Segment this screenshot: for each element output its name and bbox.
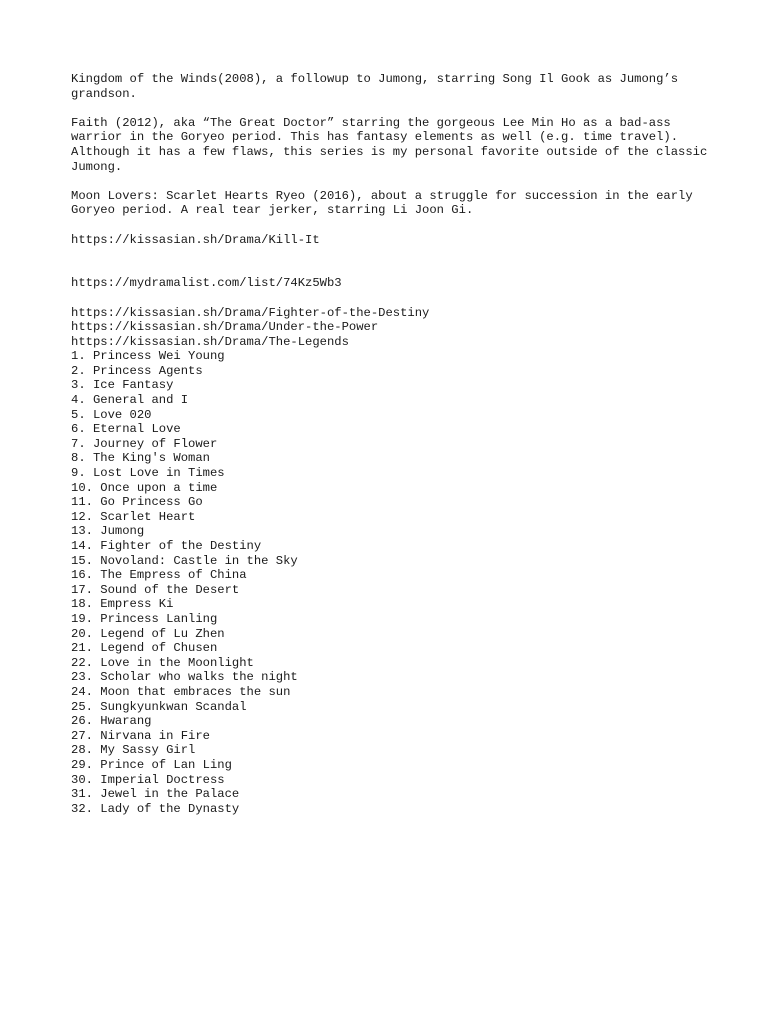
list-item: 12. Scarlet Heart (71, 509, 196, 524)
list-item: 15. Novoland: Castle in the Sky (71, 553, 298, 568)
list-item: 20. Legend of Lu Zhen (71, 626, 225, 641)
list-item: 23. Scholar who walks the night (71, 670, 298, 685)
link-under-the-power[interactable]: https://kissasian.sh/Drama/Under-the-Power (71, 320, 379, 335)
paragraph-moon-lovers: Moon Lovers: Scarlet Hearts Ryeo (2016), about a struggle for succession in the early Goryeo period. A real tear jerker, starring Li Joon Gi. (71, 188, 700, 218)
list-item: 30. Imperial Doctress (71, 772, 225, 787)
list-item: 32. Lady of the Dynasty (71, 801, 240, 816)
list-item: 19. Princess Lanling (71, 611, 218, 626)
list-item: 6. Eternal Love (71, 422, 181, 437)
paragraph-faith: Faith (2012), aka “The Great Doctor” starring the gorgeous Lee Min Ho as a bad-ass warrior in the Goryeo period. This has fantasy elements as well (e.g. time travel). Although it has a few flaws, this series is my personal favorite outside of the classic Jumong. (71, 115, 715, 174)
list-item: 29. Prince of Lan Ling (71, 757, 232, 772)
list-item: 10. Once upon a time (71, 480, 218, 495)
list-item: 14. Fighter of the Destiny (71, 539, 262, 553)
list-item: 21. Legend of Chusen (71, 641, 218, 656)
list-item: 27. Nirvana in Fire (71, 728, 210, 743)
list-item: 26. Hwarang (71, 714, 152, 729)
link-mydramalist[interactable]: https://mydramalist.com/list/74Kz5Wb3 (71, 276, 342, 291)
list-item: 13. Jumong (71, 524, 145, 539)
list-item: 4. General and I (71, 393, 189, 408)
list-item: 2. Princess Agents (71, 363, 203, 378)
list-item: 28. My Sassy Girl (71, 743, 196, 758)
link-the-legends[interactable]: https://kissasian.sh/Drama/The-Legends (71, 334, 349, 349)
link-kill-it[interactable]: https://kissasian.sh/Drama/Kill-It (71, 232, 320, 247)
list-item: 22. Love in the Moonlight (71, 655, 254, 670)
list-item: 16. The Empress of China (71, 568, 247, 583)
link-group (71, 306, 711, 350)
paragraph-kingdom-of-the-winds: Kingdom of the Winds(2008), a followup to Jumong, starring Song Il Gook as Jumong’s grandson. (71, 72, 686, 101)
spacer (71, 247, 711, 276)
list-item: 8. The King's Woman (71, 451, 210, 466)
list-item: 17. Sound of the Desert (71, 582, 240, 597)
list-item: 18. Empress Ki (71, 597, 174, 612)
list-item: 31. Jewel in the Palace (71, 787, 240, 802)
document-page (71, 72, 715, 816)
link-fighter-of-the-destiny[interactable]: https://kissasian.sh/Drama/Fighter-of-the-Destiny (71, 305, 430, 320)
list-item: 11. Go Princess Go (71, 495, 203, 510)
list-item: 5. Love 020 (71, 407, 152, 422)
list-item: 3. Ice Fantasy (71, 378, 174, 393)
list-item: 1. Princess Wei Young (71, 349, 225, 364)
list-item: 24. Moon that embraces the sun (71, 684, 291, 699)
list-item: 25. Sungkyunkwan Scandal (71, 699, 247, 714)
spacer (71, 291, 711, 306)
list-item: 7. Journey of Flower (71, 436, 218, 451)
list-item: 9. Lost Love in Times (71, 466, 225, 481)
drama-list (71, 349, 711, 816)
